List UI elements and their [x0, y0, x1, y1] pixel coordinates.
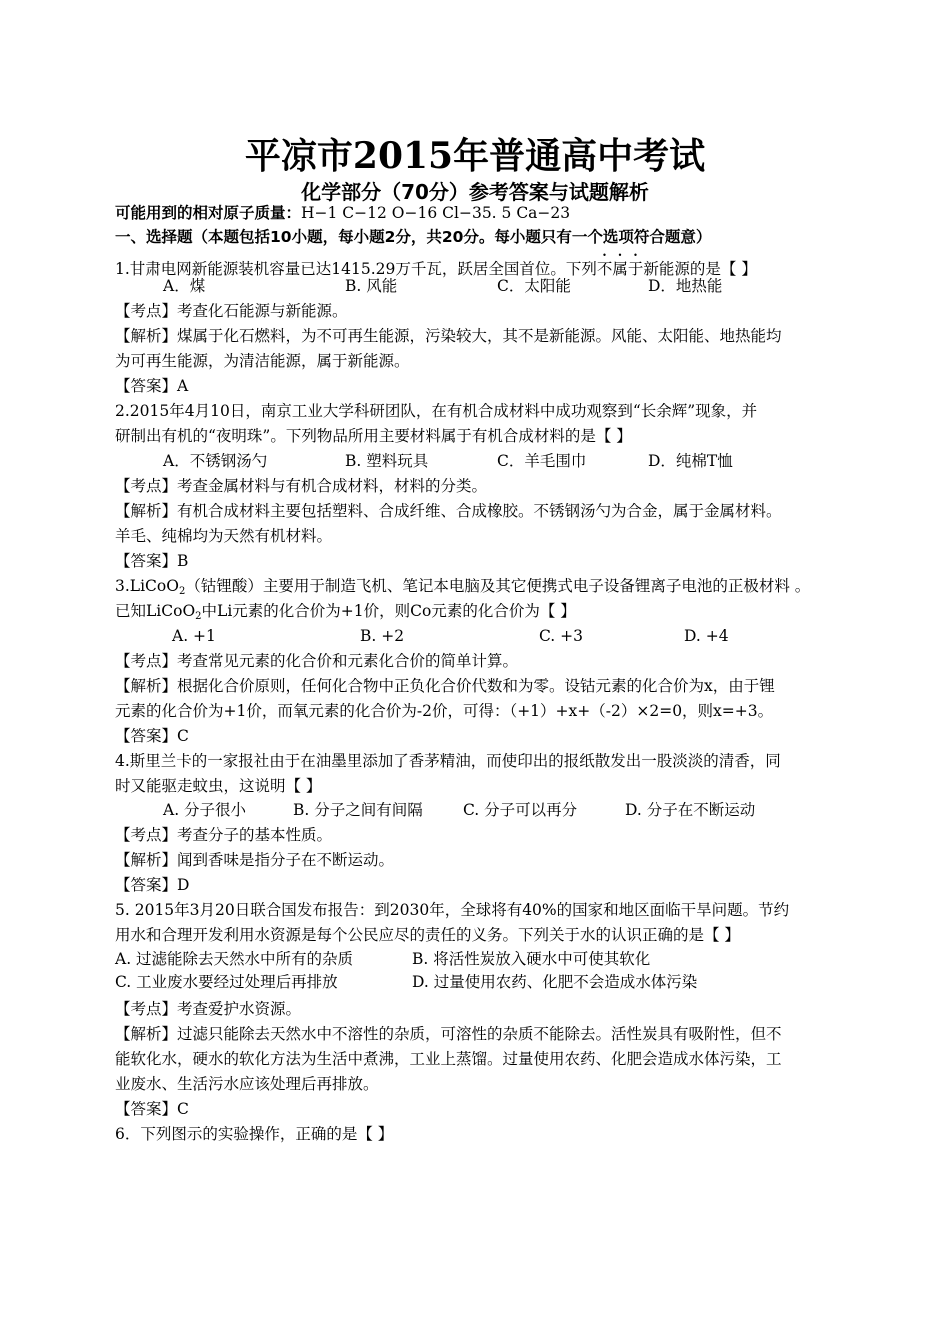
q2-option-a: A．不锈钢汤勺 — [163, 452, 268, 470]
q5-jiexi-2: 能软化水，硬水的软化方法为生活中煮沸，工业上蒸馏。过量使用农药、化肥会造成水体污染，工 — [115, 1050, 782, 1068]
q2-stem-1: 2.2015年4月10日，南京工业大学科研团队，在有机合成材料中成功观察到“长余辉”现象，并 — [115, 402, 758, 420]
q3-stem-1b: （钴锂酸）主要用于制造飞机、笔记本电脑及其它便携式电子设备锂离子电池的正极材料 。 — [185, 577, 811, 595]
q1-stem-emphasis: 不属于 — [596, 260, 644, 278]
q5-option-b: B. 将活性炭放入硬水中可使其软化 — [412, 950, 651, 968]
q2-option-c: C．羊毛围巾 — [497, 452, 587, 470]
q3-stem-2 — [115, 601, 576, 627]
q3-stem-1a: 3.LiCoO — [115, 577, 179, 595]
q4-stem-1: 4.斯里兰卡的一家报社由于在油墨里添加了香茅精油，而使印出的报纸散发出一股淡淡的清香，同 — [115, 752, 781, 770]
q5-kaodian: 【考点】考查爱护水资源。 — [115, 1000, 302, 1018]
atomic-mass-label: 可能用到的相对原子质量： — [115, 204, 302, 222]
q3-stem-2a: 已知LiCoO — [115, 602, 196, 620]
q2-option-b: B. 塑料玩具 — [345, 452, 429, 470]
q3-subscript: 2 — [178, 586, 186, 597]
q5-option-d: D. 过量使用农药、化肥不会造成水体污染 — [412, 973, 698, 991]
q2-jiexi-1: 【解析】有机合成材料主要包括塑料、合成纤维、合成橡胶。不锈钢汤勺为合金，属于金属材料。 — [115, 502, 782, 520]
q3-jiexi-1: 【解析】根据化合价原则，任何化合物中正负化合价代数和为零。设钴元素的化合价为x，由于锂 — [115, 677, 775, 695]
section-heading: 一、选择题（本题包括10小题，每小题2分，共20分。每小题只有一个选项符合题意） — [115, 228, 712, 246]
q2-option-d: D．纯棉T恤 — [648, 452, 733, 470]
q5-option-c: C. 工业废水要经过处理后再排放 — [115, 973, 338, 991]
q3-kaodian: 【考点】考查常见元素的化合价和元素化合价的简单计算。 — [115, 652, 519, 670]
q5-stem-1: 5. 2015年3月20日联合国发布报告：到2030年，全球将有40%的国家和地区面临干旱问题。节约 — [115, 901, 790, 919]
q3-subscript-2: 2 — [195, 611, 202, 622]
q2-stem-2: 研制出有机的“夜明珠”。下列物品所用主要材料属于有机合成材料的是【 】 — [115, 427, 632, 445]
q5-jiexi-3: 业废水、生活污水应该处理后再排放。 — [115, 1075, 379, 1093]
q5-answer: 【答案】C — [115, 1100, 189, 1118]
q3-option-b: B. +2 — [360, 627, 405, 645]
q4-answer: 【答案】D — [115, 876, 190, 894]
q2-answer: 【答案】B — [115, 552, 189, 570]
q2-kaodian: 【考点】考查金属材料与有机合成材料，材料的分类。 — [115, 477, 488, 495]
q3-option-a: A. +1 — [172, 627, 216, 645]
page-title: 平凉市2015年普通高中考试 — [244, 135, 706, 177]
q4-kaodian: 【考点】考查分子的基本性质。 — [115, 826, 333, 844]
q1-jiexi-1: 【解析】煤属于化石燃料，为不可再生能源，污染较大，其不是新能源。风能、太阳能、地热能均 — [115, 327, 782, 345]
q1-option-d: D．地热能 — [648, 277, 723, 295]
q3-jiexi-2: 元素的化合价为+1价，而氧元素的化合价为-2价，可得：（+1）+x+（-2）×2=0，则x=+3。 — [115, 702, 774, 720]
q4-stem-2: 时又能驱走蚊虫，这说明【 】 — [115, 777, 322, 795]
q1-kaodian: 【考点】考查化石能源与新能源。 — [115, 302, 348, 320]
q3-stem-1 — [115, 576, 810, 602]
q4-jiexi: 【解析】闻到香味是指分子在不断运动。 — [115, 851, 395, 869]
q3-option-d: D. +4 — [684, 627, 729, 645]
q3-answer: 【答案】C — [115, 727, 189, 745]
q6-stem: 6．下列图示的实验操作，正确的是【 】 — [115, 1125, 394, 1143]
q5-jiexi-1: 【解析】过滤只能除去天然水中不溶性的杂质，可溶性的杂质不能除去。活性炭具有吸附性，但不 — [115, 1025, 782, 1043]
q4-option-b: B. 分子之间有间隔 — [293, 801, 423, 819]
q3-option-c: C. +3 — [539, 627, 584, 645]
q4-option-c: C. 分子可以再分 — [463, 801, 578, 819]
q1-option-c: C．太阳能 — [497, 277, 571, 295]
q1-option-b: B. 风能 — [345, 277, 398, 295]
q4-option-d: D. 分子在不断运动 — [625, 801, 756, 819]
q1-stem-b: 新能源的是【 】 — [643, 260, 757, 278]
q1-answer: 【答案】A — [115, 377, 189, 395]
q3-stem-2b: 中Li元素的化合价为+1价，则Co元素的化合价为【 】 — [201, 602, 576, 620]
q5-stem-2: 用水和合理开发利用水资源是每个公民应尽的责任的义务。下列关于水的认识正确的是【 】 — [115, 926, 740, 944]
q1-stem — [115, 251, 757, 279]
atomic-mass-values: H−1 C−12 O−16 Cl−35. 5 Ca−23 — [301, 204, 571, 222]
q1-jiexi-2: 为可再生能源，为清洁能源，属于新能源。 — [115, 352, 410, 370]
q1-stem-a: 1.甘肃电网新能源装机容量已达1415.29万千瓦，跃居全国首位。下列 — [115, 260, 597, 278]
q5-option-a: A. 过滤能除去天然水中所有的杂质 — [115, 950, 354, 968]
q1-option-a: A．煤 — [163, 277, 206, 295]
q2-jiexi-2: 羊毛、纯棉均为天然有机材料。 — [115, 527, 333, 545]
q4-option-a: A. 分子很小 — [163, 801, 247, 819]
atomic-mass-line — [115, 203, 570, 223]
page-subtitle: 化学部分（70分）参考答案与试题解析 — [301, 180, 649, 204]
